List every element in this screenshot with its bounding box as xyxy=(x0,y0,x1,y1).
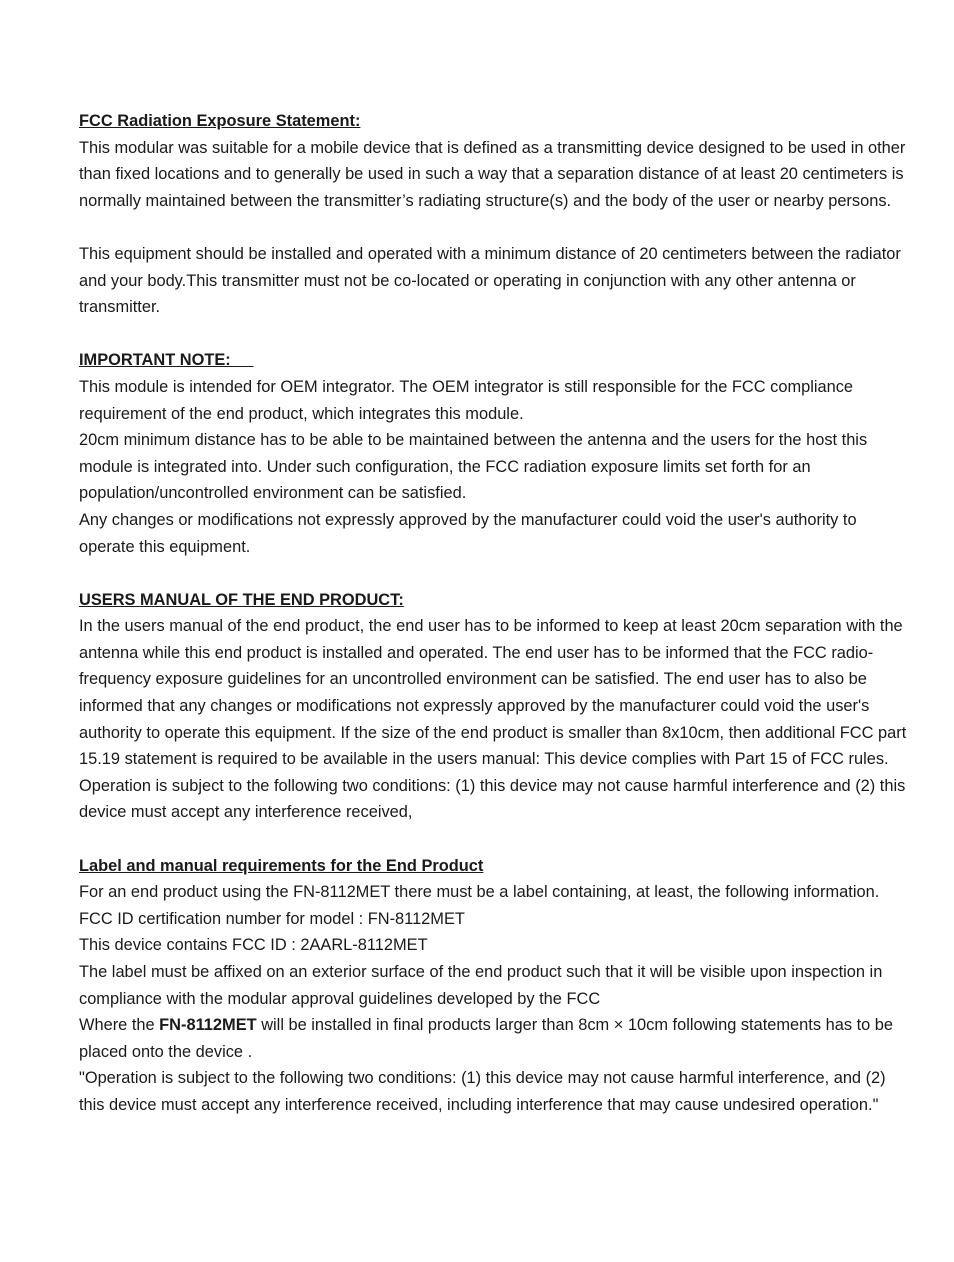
paragraph-installation: This equipment should be installed and operated with a minimum distance of 20 centimeters between the radiator and your body.This transmitter must not be co-located or operating in conjunction with any other antenna or transmitter. xyxy=(79,244,901,317)
section-installation xyxy=(79,241,909,321)
heading-users-manual: USERS MANUAL OF THE END PRODUCT: xyxy=(79,590,404,609)
section-rf-exposure xyxy=(79,108,909,214)
paragraph-rf-exposure: This modular was suitable for a mobile device that is defined as a transmitting device designed to be used in other than fixed locations and to generally be used in such a way that a separation distance of at least 20 centimeters is normally maintained between the transmitter’s radiating structure(s) and the body of the user or nearby persons. xyxy=(79,138,906,210)
where-prefix: Where the xyxy=(79,1016,160,1035)
where-suffix: will be installed in final products larger than 8cm × 10cm following statements has to be placed onto the device . xyxy=(79,1016,894,1061)
paragraph-minimum-distance: 20cm minimum distance has to be able to be maintained between the antenna and the users for the host this module is integrated into. Under such configuration, the FCC radiation exposure limits set forth for an population/uncontrolled environment can be satisfied. xyxy=(79,431,868,503)
paragraph-modifications: Any changes or modifications not expressly approved by the manufacturer could void the user's authority to operate this equipment. xyxy=(79,510,857,556)
section-users-manual xyxy=(79,587,909,826)
paragraph-users-manual: In the users manual of the end product, the end user has to be informed to keep at least 20cm separation with the antenna while this end product is installed and operated. The end user has to be informed that the FCC radio-frequency exposure guidelines for an uncontrolled environment can be satisfied. The end user has to also be informed that any changes or modifications not expressly approved by the manufacturer could void the user's authority to operate this equipment. If the size of the end product is smaller than 8x10cm, then additional FCC part 15.19 statement is required to be available in the users manual: This device complies with Part 15 of FCC rules. Operation is subject to the following two conditions: (1) this device may not cause harmful interference and (2) this device must accept any interference received, xyxy=(79,617,907,822)
paragraph-label-affixed: The label must be affixed on an exterior surface of the end product such that it will be visible upon inspection in compliance with the modular approval guidelines developed by the FCC xyxy=(79,963,883,1008)
paragraph-oem-integrator: This module is intended for OEM integrator. The OEM integrator is still responsible for the FCC compliance requirement of the end product, which integrates this module. xyxy=(79,377,854,423)
where-model: FN-8112MET xyxy=(159,1016,257,1035)
heading-label-requirements: Label and manual requirements for the End Product xyxy=(79,856,484,875)
paragraph-label-info: For an end product using the FN-8112MET there must be a label containing, at least, the following information. FCC ID certification number for model : FN-8112MET xyxy=(79,883,880,928)
paragraph-operation-conditions: "Operation is subject to the following two conditions: (1) this device may not cause harmful interference, and (2) this device must accept any interference received, including interference that may cause undesired operation." xyxy=(79,1069,886,1114)
section-label-requirements xyxy=(79,853,909,1119)
heading-rf-exposure: FCC Radiation Exposure Statement: xyxy=(79,112,361,130)
section-important-note xyxy=(79,347,909,560)
document-page xyxy=(79,108,909,1145)
paragraph-where-installed xyxy=(79,1012,909,1065)
paragraph-fcc-id: This device contains FCC ID : 2AARL-8112MET xyxy=(79,936,428,955)
heading-important-note: IMPORTANT NOTE: xyxy=(79,351,254,370)
